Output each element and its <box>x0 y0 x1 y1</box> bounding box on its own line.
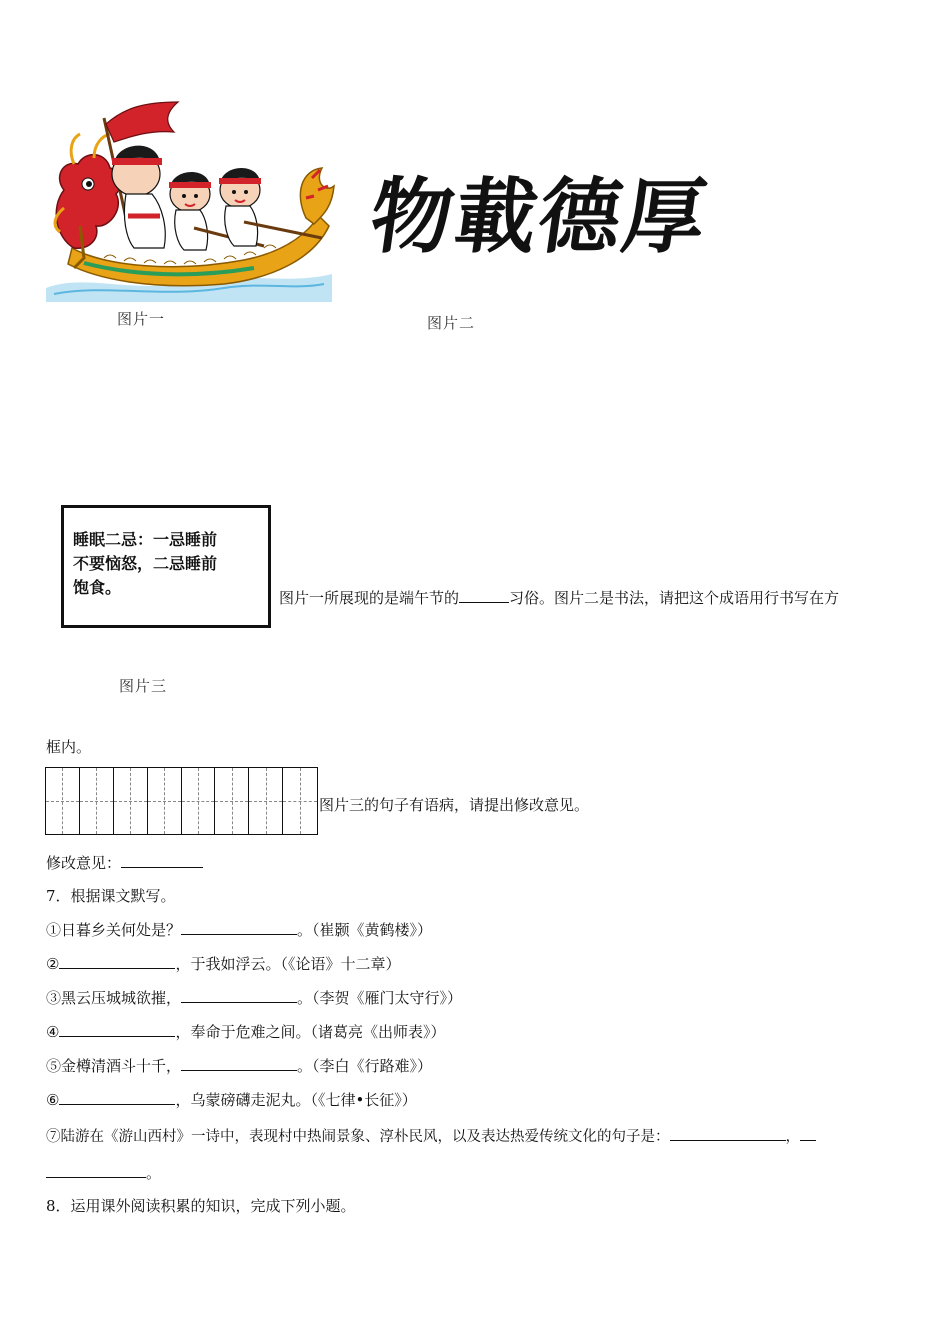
pic3-line: 饱食。 <box>73 578 122 597</box>
q7-item-7 <box>46 1126 816 1147</box>
q6-part1-continuation: 框内。 <box>46 738 92 756</box>
q7-blank[interactable] <box>59 1022 175 1037</box>
pic2-caption: 图片二 <box>427 314 476 332</box>
q6-part1-text-a: 图片一所展现的是端午节的 <box>279 589 460 607</box>
q7-item-3 <box>46 988 462 1008</box>
q7-item-1 <box>46 920 432 940</box>
q7-blank[interactable] <box>181 988 297 1003</box>
q7-item-text-b: ，乌蒙磅礴走泥丸。（《七律•长征》） <box>175 1091 417 1109</box>
q7-item7-text-c: 。 <box>146 1164 162 1182</box>
grid-cell[interactable] <box>148 768 182 834</box>
q7-item7-text-b: ， <box>785 1129 800 1145</box>
q7-blank[interactable] <box>800 1126 816 1141</box>
q6-answer-blank[interactable] <box>459 588 509 603</box>
q7-blank[interactable] <box>181 920 297 935</box>
q7-item-text-b: 。（李贺《雁门太守行》） <box>297 989 463 1007</box>
q7-item-4 <box>46 1022 445 1042</box>
q7-item-text-a: ③黑云压城城欲摧， <box>46 989 182 1007</box>
q7-item-6 <box>46 1090 417 1110</box>
q7-blank[interactable] <box>59 1090 175 1105</box>
q7-item-5 <box>46 1056 432 1076</box>
q6-part1-line <box>279 588 839 608</box>
grid-cell[interactable] <box>283 768 317 834</box>
grid-cell[interactable] <box>80 768 114 834</box>
q8-title: 8．运用课外阅读积累的知识，完成下列小题。 <box>46 1197 356 1215</box>
grid-cell[interactable] <box>114 768 148 834</box>
q7-item-text-a: ④ <box>46 1023 60 1041</box>
dragon-boat-drawing <box>44 98 336 302</box>
q7-item-2 <box>46 954 400 974</box>
q7-item-text-a: ② <box>46 955 60 973</box>
writing-grid[interactable] <box>45 767 318 835</box>
q7-item-text-a: ⑥ <box>46 1091 60 1109</box>
pic1-caption: 图片一 <box>117 310 166 328</box>
calligraphy-idiom: 物載德厚 <box>364 169 714 265</box>
q7-title: 7．根据课文默写。 <box>46 887 176 905</box>
q7-item-text-a: ⑤金樽清酒斗十千， <box>46 1057 182 1075</box>
q7-blank[interactable] <box>59 954 175 969</box>
q6-part2: 图片三的句子有语病，请提出修改意见。 <box>319 796 590 814</box>
grid-cell[interactable] <box>182 768 216 834</box>
q7-blank[interactable] <box>181 1056 297 1071</box>
grid-cell[interactable] <box>215 768 249 834</box>
q6-part3-label: 修改意见： <box>46 854 122 872</box>
q7-blank[interactable] <box>46 1163 146 1178</box>
dragon-boat-illustration <box>44 98 336 302</box>
q7-item7-text-a: ⑦陆游在《游山西村》一诗中，表现村中热闹景象、淳朴民风，以及表达热爱传统文化的句子是： <box>46 1129 670 1145</box>
q7-blank[interactable] <box>670 1126 786 1141</box>
grid-cell[interactable] <box>46 768 80 834</box>
grid-cell[interactable] <box>249 768 283 834</box>
pic3-line: 不要恼怒，二忌睡前 <box>73 554 218 573</box>
q7-item-text-b: ，奉命于危难之间。（诸葛亮《出师表》） <box>175 1023 446 1041</box>
q7-item-7-continuation <box>46 1163 161 1183</box>
pic3-line: 睡眠二忌：一忌睡前 <box>73 530 218 549</box>
pic3-caption: 图片三 <box>119 677 168 695</box>
q7-item-text-b: 。（崔颢《黄鹤楼》） <box>297 921 433 939</box>
q6-part3-line <box>46 853 203 873</box>
q7-item-text-b: 。（李白《行路难》） <box>297 1057 433 1075</box>
pic3-sentence-box <box>61 505 271 628</box>
q7-item-text-b: ，于我如浮云。（《论语》十二章） <box>175 955 401 973</box>
q6-part1-text-b: 习俗。图片二是书法，请把这个成语用行书写在方 <box>509 589 840 607</box>
q7-item-text-a: ①日暮乡关何处是？ <box>46 921 182 939</box>
revision-blank[interactable] <box>121 853 203 868</box>
